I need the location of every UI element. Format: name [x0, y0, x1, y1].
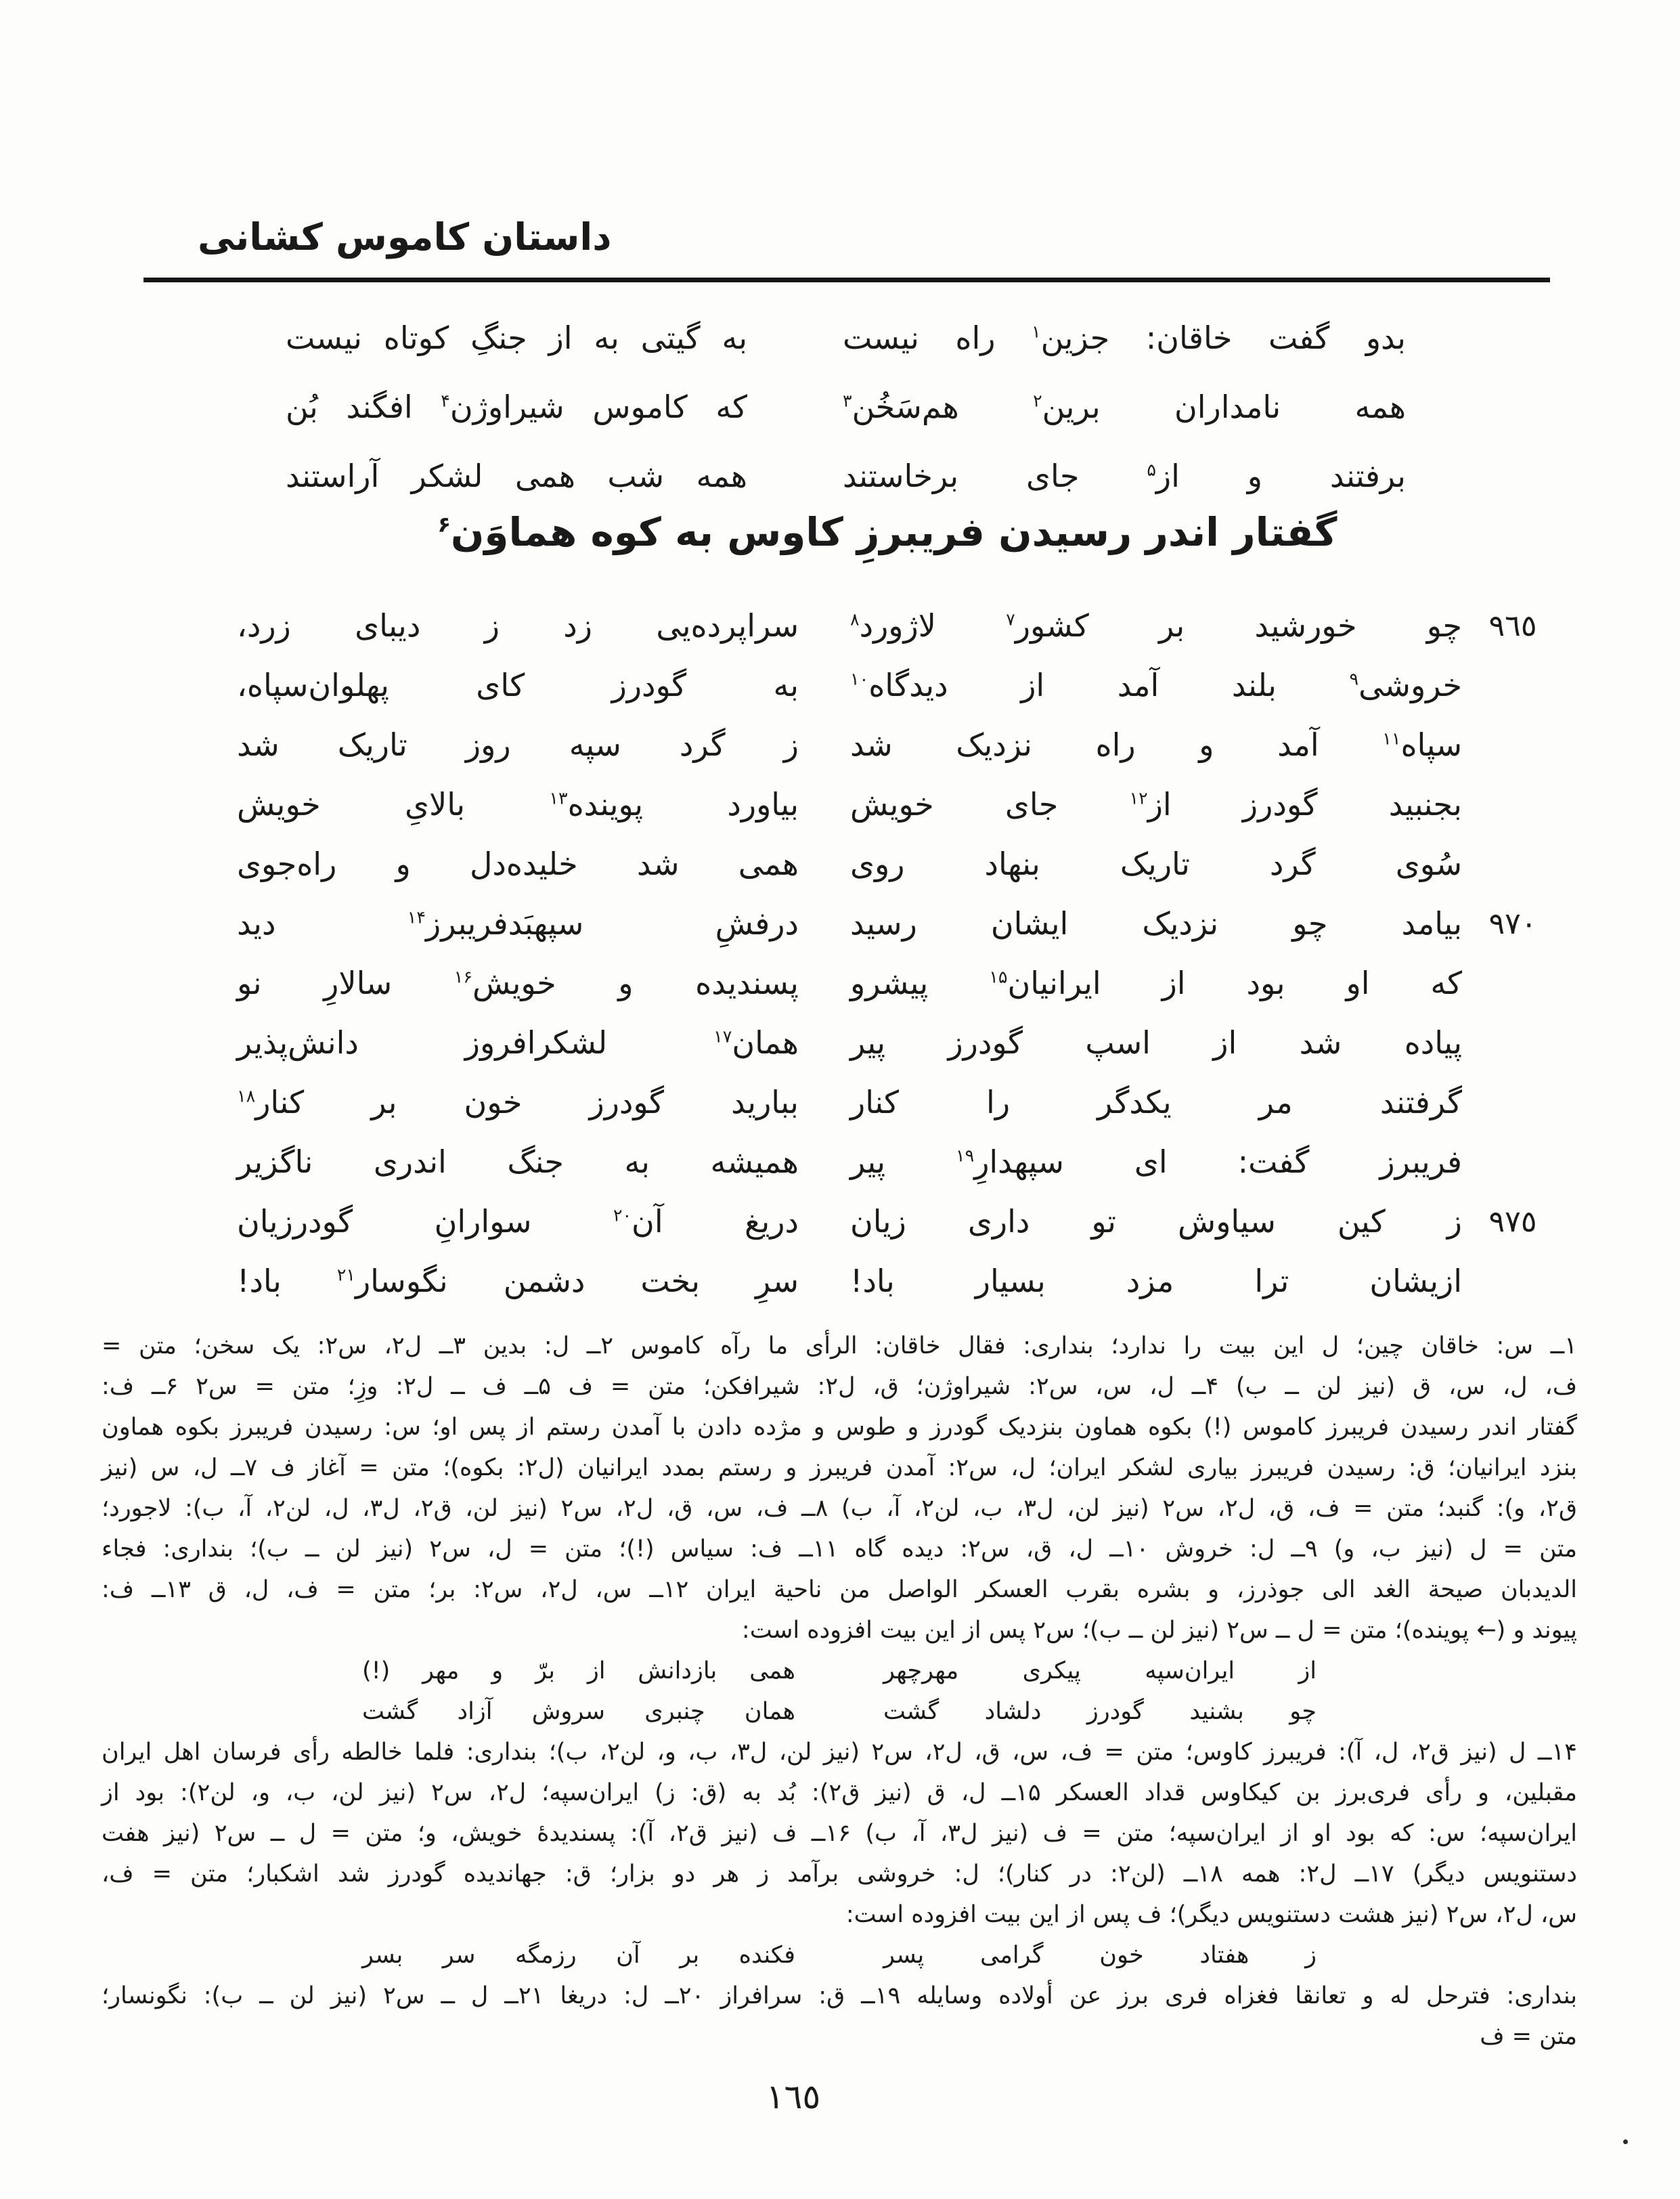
hemistich-left: ز گرد سپه روز تاریک شد	[237, 726, 799, 763]
verse-number: ٩٦٥	[1488, 608, 1537, 643]
hemistich-right: سُوی گرد تاریک بنهاد روی	[850, 846, 1462, 882]
hemistich-right: خروشی$^۹$ بلند آمد از دیدگاه$^{۱۰}$	[850, 667, 1462, 703]
verse-row	[235, 1132, 1564, 1192]
verse-row	[235, 655, 1564, 715]
hemistich-left: ببارید گودرز خون بر کنار$^{۱۸}$	[237, 1084, 799, 1120]
verse-number: ٩٧٥	[1488, 1204, 1537, 1239]
footnote-line: بنزد ایرانیان؛ ق: رسیدن فریبرز بیاری لشکر ایران؛ ل، س۲: آمدن فریبرز و رستم بمدد ایرانیان (ل۲: بکوه)؛ متن = آغاز ف ۷ــ ل، س (نیز	[102, 1454, 1578, 1481]
hemistich-left: همان$^{۱۷}$ لشکرافروز دانش‌پذیر	[237, 1024, 799, 1061]
hemistich-right: از ایران‌سپه پیکری مهرچهر	[883, 1657, 1317, 1684]
hemistich-left: همیشه به جنگ اندری ناگزیر	[237, 1144, 799, 1180]
hemistich-left: دریغ آن$^{۲۰}$ سوارانِ گودرزیان	[237, 1203, 799, 1240]
verse-row	[235, 715, 1564, 775]
footnote-couplet	[102, 1935, 1577, 1976]
hemistich-left: فکنده بر آن رزمگه سر بسر	[362, 1942, 795, 1969]
hemistich-left: که کاموس شیراوژن$^۴$ افگند بُن	[286, 389, 747, 425]
footnote-line: گفتار اندر رسیدن فریبرز کاموس (!) بکوه هماون بنزدیک گودرز و طوس و مژده دادن با آمدن رستم از پس او؛ س: رسیدن فریبرز بکوه هماون	[102, 1414, 1577, 1441]
hemistich-right: پیاده شد از اسپ گودرز پیر	[850, 1024, 1462, 1061]
hemistich-right: که او بود از ایرانیان$^{۱۵}$ پیشرو	[850, 965, 1462, 1001]
hemistich-left: همی شد خلیده‌دل و راه‌جوی	[237, 846, 799, 882]
footnote-line: الدیدبان صیحة الغد الی جوذرز، و بشره بقرب العسکر الواصل من ناحیة ایران ۱۲ــ س، ل۲، س۲: بر؛ متن = ف، ل، ق ۱۳ــ ف:	[102, 1576, 1577, 1603]
hemistich-right: بیامد چو نزدیک ایشان رسید	[850, 905, 1462, 942]
verse-row	[235, 834, 1564, 894]
hemistich-right: چو بشنید گودرز دلشاد گشت	[883, 1698, 1317, 1725]
verse-row	[235, 894, 1564, 953]
hemistich-left: به گیتی به از جنگِ کوتاه نیست	[286, 320, 747, 356]
critical-apparatus	[102, 1326, 1577, 2057]
hemistich-right: سپاه$^{۱۱}$ آمد و راه نزدیک شد	[850, 726, 1462, 763]
hemistich-left: همی بازدانش از برّ و مهر (!)	[362, 1657, 795, 1684]
hemistich-right: ازیشان ترا مزد بسیار باد!	[850, 1263, 1462, 1299]
footnote-line: متن = ل (نیز ب، و) ۹ــ ل: خروش ۱۰ــ ل، ق، س۲: دیده گاه ۱۱ــ ف: سیاس (!)؛ متن = ل، س۲ (نیز لن ــ ب)؛ بنداری: فجاء	[102, 1536, 1577, 1563]
hemistich-left: همه شب همی لشکر آراستند	[286, 458, 747, 494]
hemistich-right: ز کین سیاوش تو داری زیان	[850, 1203, 1462, 1240]
couplet-row	[286, 441, 1406, 510]
footnote-line: ایران‌سپه؛ س: که بود او از ایران‌سپه؛ متن = ف (نیز ل۳، آ، ب) ۱۶ــ ف (نیز ق۲، آ): پسندیدهٔ خویش، و؛ متن = ل ــ س۲ (نیز هفت	[102, 1820, 1577, 1847]
footnote-line: بنداری: فترحل له و تعانقا فغزاه فری برز عن أولاده وسایله ۱۹ــ ق: سرافراز ۲۰ــ ل: دریغا ۲۱ــ ل ــ س۲ (نیز لن ــ ب): نگونسار؛	[102, 1982, 1578, 2009]
hemistich-left: پسندیده و خویش$^{۱۶}$ سالارِ نو	[237, 965, 799, 1001]
footnote-line: ۱ــ س: خاقان چین؛ ل این بیت را ندارد؛ بنداری: فقال خاقان: الرأی ما رآه کاموس ۲ــ ل: بدین ۳ــ ل۲، س۲: یک سخن؛ متن =	[102, 1332, 1577, 1359]
hemistich-left: همان چنبری سروش آزاد گشت	[362, 1698, 795, 1725]
hemistich-right: ز هفتاد خون گرامی پسر	[883, 1942, 1317, 1969]
hemistich-right: بجنبید گودرز از$^{۱۲}$ جای خویش	[850, 786, 1462, 823]
couplet-row	[286, 372, 1406, 441]
running-header: داستان کاموس کشانی	[198, 215, 612, 259]
footnote-line: متن = ف	[1480, 2023, 1577, 2050]
verse-row	[235, 775, 1564, 834]
hemistich-left: سرِ بخت دشمن نگوسار$^{۲۱}$ باد!	[237, 1263, 799, 1299]
hemistich-right: گرفتند مر یکدگر را کنار	[850, 1084, 1462, 1120]
footnote-line: ق۲، و): گنبد؛ متن = ف، ق، ل۲، س۲ (نیز لن، ل۳، ب، لن۲، آ، ب) ۸ــ ف، س، ق، ل۲، س۲ (نیز لن، ق۲، ل۳، ل، لن۲، آ، ب): لاجورد؛	[102, 1495, 1577, 1522]
page-number: ١٦٥	[766, 2077, 821, 2116]
footnote-line: ف، ل، س، ق (نیز لن ــ ب) ۴ــ ل، س، س۲: شیراوژن؛ ق، ل۲: شیرافکن؛ متن = ف ۵ــ ف ــ ل۲: وزِ؛ متن = س۲ ۶ــ ف:	[102, 1373, 1577, 1400]
hemistich-right: برفتند و از$^۵$ جای برخاستند	[843, 458, 1406, 494]
verse-row	[235, 953, 1564, 1013]
verse-row	[235, 1072, 1564, 1132]
intro-couplets	[286, 303, 1406, 510]
scan-speck	[1623, 2139, 1628, 2144]
header-rule	[143, 278, 1550, 282]
couplet-row	[286, 303, 1406, 372]
verse-row	[235, 1251, 1564, 1311]
section-heading: گفتار اندر رسیدن فریبرزِ کاوس به کوه هماوَن$^۶$	[437, 509, 1338, 555]
footnote-line: دستنویس دیگر) ۱۷ــ ل۲: همه ۱۸ــ (لن۲: در کنار)؛ ل: خروشی برآمد ز هر دو بزار؛ ق: جهاندیده گودرز شد اشکبار؛ متن = ف،	[102, 1860, 1577, 1888]
hemistich-left: سراپرده‌یی زد ز دیبای زرد،	[237, 607, 799, 644]
verse-row	[235, 1192, 1564, 1251]
footnote-couplet	[102, 1651, 1577, 1691]
hemistich-left: به گودرز کای پهلوان‌سپاه،	[237, 667, 799, 703]
footnote-couplet	[102, 1691, 1577, 1732]
footnote-line: ۱۴ــ ل (نیز ق۲، ل، آ): فریبرز کاوس؛ متن = ف، س، ق، ل۲، س۲ (نیز لن، ل۳، ب، و، لن۲، ب)؛ بنداری: فلما خالطه رأی فرسان اهل ایران	[102, 1739, 1577, 1766]
verse-block	[235, 596, 1564, 1311]
hemistich-right: همه نامداران برین$^۲$ هم‌سَخُن$^۳$	[843, 389, 1407, 425]
verse-number: ٩٧٠	[1488, 906, 1537, 941]
footnote-line: مقبلین، و رأی فری‌برز بن کیکاوس قداد العسکر ۱۵ــ ل، ق (نیز ق۲): بُد به (ق: ز) ایران‌سپه؛ ل۲، س۲ (نیز لن، ب، و، لن۲): بود از	[102, 1779, 1577, 1806]
hemistich-right: فریبرز گفت: ای سپهدارِ$^{۱۹}$ پیر	[850, 1144, 1463, 1180]
hemistich-left: درفشِ سپهبَدفریبرز$^{۱۴}$ دید	[237, 905, 799, 942]
verse-row	[235, 596, 1564, 655]
hemistich-left: بیاورد پوینده$^{۱۳}$ بالایِ خویش	[237, 786, 799, 823]
verse-row	[235, 1013, 1564, 1072]
footnote-line: پیوند و (← پوینده)؛ متن = ل ــ س۲ (نیز لن ــ ب)؛ س۲ پس از این بیت افزوده است:	[741, 1617, 1577, 1644]
hemistich-right: بدو گفت خاقان: جزین$^۱$ راه نیست	[843, 320, 1406, 356]
hemistich-right: چو خورشید بر کشور$^۷$ لاژورد$^۸$	[850, 607, 1462, 644]
footnote-line: س، ل۲، س۲ (نیز هشت دستنویس دیگر)؛ ف پس از این بیت افزوده است:	[845, 1901, 1577, 1928]
